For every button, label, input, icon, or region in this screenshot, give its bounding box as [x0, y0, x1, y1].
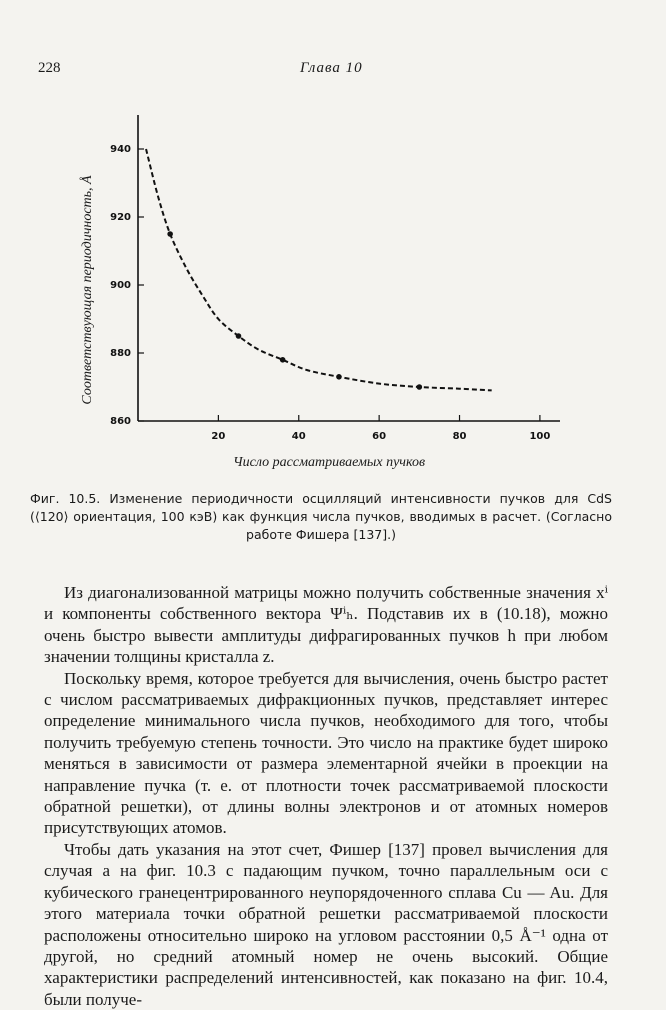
data-point — [280, 357, 286, 363]
y-axis-label: Соответствующая периодичность, Å — [80, 175, 95, 405]
paragraph-3: Чтобы дать указания на этот счет, Фишер [137] провел вычисления для случая a на фиг. 10.3 с падающим пучком, точно параллельным оси c кубического гранецентрированного неупорядоченного сплава Cu — Au. Для этого материала точки обратной решетки рассматриваемой плоскости расположены относительно широко на угловом расстоянии 0,5 Å⁻¹ одна от другой, но средний атомный номер не очень высокий. Общие характеристики распределений интенсивностей, как показано на фиг. 10.4, были получе- — [44, 839, 608, 1009]
series-line — [146, 149, 492, 390]
chapter-title: Глава 10 — [300, 60, 363, 76]
x-tick-label: 20 — [211, 431, 226, 442]
y-tick-label: 860 — [110, 416, 131, 427]
y-tick-label: 880 — [110, 348, 131, 359]
paragraph-1: Из диагонализованной матрицы можно получить собственные значения xⁱ и компоненты собственного вектора Ψⁱₕ. Подставив их в (10.18), можно очень быстро вывести амплитуды дифрагированных пучков h при любом значении толщины кристалла z. — [44, 583, 608, 667]
data-point — [167, 231, 173, 237]
page-number: 228 — [38, 60, 61, 76]
data-point — [236, 333, 242, 339]
figure-caption: Фиг. 10.5. Изменение периодичности осцилляций интенсивности пучков для CdS (⟨120⟩ ориентация, 100 кэВ) как функция числа пучков, вводимых в расчет. (Согласно работе Фишера [137].) — [30, 491, 612, 542]
x-tick-label: 60 — [372, 431, 387, 442]
chart — [0, 0, 666, 480]
y-tick-label: 900 — [110, 280, 131, 291]
x-tick-label: 40 — [291, 431, 306, 442]
chart-axes — [138, 115, 560, 421]
x-tick-label: 100 — [529, 431, 551, 442]
data-point — [417, 384, 423, 390]
paragraph-2: Поскольку время, которое требуется для вычисления, очень быстро растет с числом рассматриваемых дифракционных пучков, представляет интерес определение минимального числа пучков, необходимого для того, чтобы получить требуемую степень точности. Это число на практике будет широко меняться в зависимости от размера элементарной ячейки в проекции на направление пучка (т. е. от плотности точек рассматриваемой плоскости обратной решетки), от длины волны электронов и от атомных номеров присутствующих атомов. — [44, 668, 608, 838]
x-axis-label: Число рассматриваемых пучков — [233, 455, 426, 470]
y-tick-label: 920 — [110, 212, 131, 223]
x-tick-label: 80 — [452, 431, 467, 442]
chart-series — [146, 149, 492, 390]
body-text — [44, 582, 608, 1010]
chart-ticks — [110, 144, 550, 442]
y-tick-label: 940 — [110, 144, 131, 155]
data-point — [336, 374, 342, 380]
